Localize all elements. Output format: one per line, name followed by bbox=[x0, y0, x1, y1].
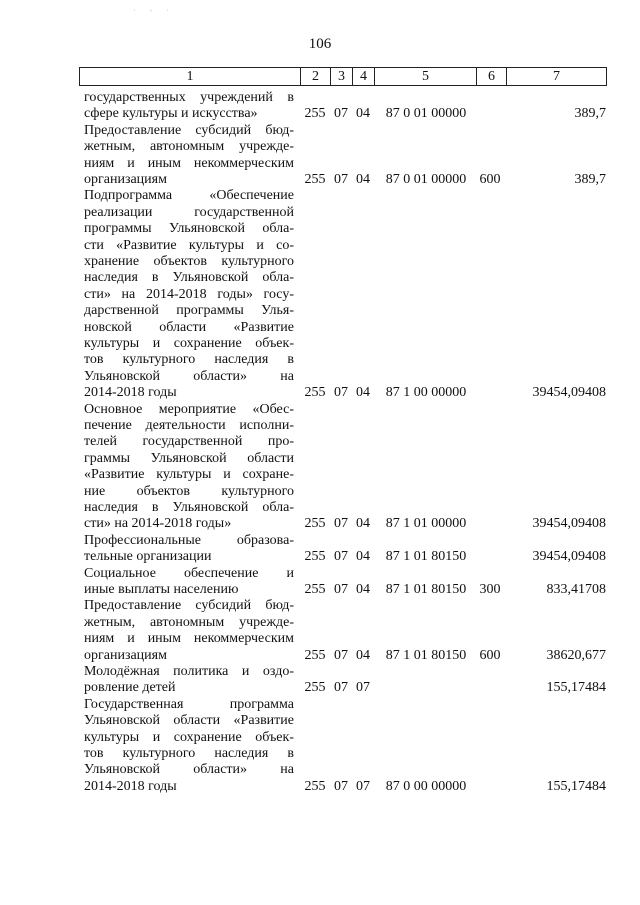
description-line: 2014-2018 годы bbox=[84, 385, 177, 401]
code-subsection-cell: 04 bbox=[356, 516, 370, 532]
code-subsection-cell: 04 bbox=[356, 647, 370, 663]
description-line: тов культурного наследия в bbox=[84, 352, 294, 368]
code-subsection-cell: 07 bbox=[356, 778, 370, 794]
code-target-article-cell: 87 1 00 00000 bbox=[385, 385, 467, 401]
row-description bbox=[84, 90, 294, 123]
description-line: культуры и сохранение объек- bbox=[84, 336, 294, 352]
description-line: наследия в Ульяновской обла- bbox=[84, 500, 294, 516]
description-line: сти «Развитие культуры и со- bbox=[84, 237, 294, 253]
table-row bbox=[0, 533, 640, 566]
code-section-cell: 07 bbox=[334, 549, 348, 565]
description-line: Предоставление субсидий бюд- bbox=[84, 598, 294, 614]
code-admin-cell: 255 bbox=[304, 647, 326, 663]
description-line: дарственной программы Улья- bbox=[84, 303, 294, 319]
description-line: сфере культуры и искусства» bbox=[84, 106, 258, 122]
code-section-cell: 07 bbox=[334, 778, 348, 794]
amount-cell: 39454,09408 bbox=[532, 385, 606, 401]
description-line: ниям и иным некоммерческим bbox=[84, 155, 294, 171]
amount-cell: 155,17484 bbox=[546, 778, 606, 794]
header-col-4: 4 bbox=[352, 68, 374, 85]
description-line: новской области «Развитие bbox=[84, 319, 294, 335]
table-row bbox=[0, 188, 640, 401]
description-line: телей государственной про- bbox=[84, 434, 294, 450]
row-description bbox=[84, 402, 294, 533]
description-line: организациям bbox=[84, 647, 167, 663]
description-line: государственных учреждений в bbox=[84, 90, 294, 105]
description-line: Государственная программа bbox=[84, 696, 294, 712]
amount-cell: 155,17484 bbox=[546, 680, 606, 696]
description-line: наследия в Ульяновской обла- bbox=[84, 270, 294, 286]
description-line: Ульяновской области «Развитие bbox=[84, 713, 294, 729]
description-line: тов культурного наследия в bbox=[84, 746, 294, 762]
header-col-1: 1 bbox=[186, 69, 194, 84]
code-section-cell: 07 bbox=[334, 647, 348, 663]
code-target-article-cell: 87 1 01 80150 bbox=[385, 647, 467, 663]
code-admin-cell: 255 bbox=[304, 778, 326, 794]
description-line: иные выплаты населению bbox=[84, 582, 239, 597]
description-line: сти» на 2014-2018 годы» bbox=[84, 516, 232, 532]
code-admin-cell: 255 bbox=[304, 549, 326, 565]
code-expense-type-cell: 300 bbox=[479, 581, 501, 597]
amount-cell: 39454,09408 bbox=[532, 549, 606, 565]
description-line: ровление детей bbox=[84, 680, 176, 696]
description-line: Подпрограмма «Обеспечение bbox=[84, 188, 294, 204]
header-col-6: 6 bbox=[476, 68, 506, 85]
description-line: культуры и сохранение объек- bbox=[84, 729, 294, 745]
code-target-article-cell: 87 0 00 00000 bbox=[385, 778, 467, 794]
code-section-cell: 07 bbox=[334, 516, 348, 532]
amount-cell: 833,41708 bbox=[546, 581, 606, 597]
code-expense-type-cell: 600 bbox=[479, 171, 501, 187]
row-description bbox=[84, 697, 294, 795]
description-line: ние объектов культурного bbox=[84, 483, 294, 499]
code-section-cell: 07 bbox=[334, 680, 348, 696]
header-col-3: 3 bbox=[330, 68, 352, 85]
description-line: Профессиональные образова- bbox=[84, 532, 294, 548]
code-target-article-cell: 87 0 01 00000 bbox=[385, 171, 467, 187]
code-admin-cell: 255 bbox=[304, 106, 326, 122]
amount-cell: 389,7 bbox=[574, 171, 606, 187]
header-col-7: 7 bbox=[506, 68, 606, 85]
code-admin-cell: 255 bbox=[304, 171, 326, 187]
description-line: Социальное обеспечение и bbox=[84, 565, 294, 581]
code-section-cell: 07 bbox=[334, 581, 348, 597]
code-subsection-cell: 04 bbox=[356, 581, 370, 597]
code-target-article-cell: 87 1 01 80150 bbox=[385, 581, 467, 597]
amount-cell: 389,7 bbox=[574, 106, 606, 122]
description-line: «Развитие культуры и сохране- bbox=[84, 467, 294, 483]
table-header bbox=[79, 67, 607, 86]
table-row bbox=[0, 566, 640, 599]
code-subsection-cell: 04 bbox=[356, 549, 370, 565]
description-line: организациям bbox=[84, 172, 167, 188]
description-line: Предоставление субсидий бюд- bbox=[84, 122, 294, 138]
row-description bbox=[84, 533, 294, 566]
table-row bbox=[0, 123, 640, 189]
description-line: Молодёжная политика и оздо- bbox=[84, 664, 294, 679]
amount-cell: 38620,677 bbox=[546, 647, 606, 663]
description-line: Ульяновской области» на bbox=[84, 762, 294, 778]
code-subsection-cell: 04 bbox=[356, 171, 370, 187]
amount-cell: 39454,09408 bbox=[532, 516, 606, 532]
code-section-cell: 07 bbox=[334, 171, 348, 187]
code-target-article-cell: 87 1 01 80150 bbox=[385, 549, 467, 565]
description-line: Ульяновской области» на bbox=[84, 368, 294, 384]
description-line: граммы Ульяновской области bbox=[84, 450, 294, 466]
description-line: программы Ульяновской обла- bbox=[84, 221, 294, 237]
row-description bbox=[84, 664, 294, 697]
row-description bbox=[84, 188, 294, 401]
code-admin-cell: 255 bbox=[304, 385, 326, 401]
code-subsection-cell: 04 bbox=[356, 385, 370, 401]
code-target-article-cell: 87 1 01 00000 bbox=[385, 516, 467, 532]
row-description bbox=[84, 566, 294, 599]
description-line: печение деятельности исполни- bbox=[84, 418, 294, 433]
code-section-cell: 07 bbox=[334, 106, 348, 122]
table-row bbox=[0, 664, 640, 697]
description-line: тельные организации bbox=[84, 549, 212, 565]
description-line: жетным, автономным учрежде- bbox=[84, 614, 294, 630]
header-col-5: 5 bbox=[374, 68, 476, 85]
code-subsection-cell: 04 bbox=[356, 106, 370, 122]
code-subsection-cell: 07 bbox=[356, 680, 370, 696]
description-line: реализации государственной bbox=[84, 204, 294, 220]
code-target-article-cell: 87 0 01 00000 bbox=[385, 106, 467, 122]
row-description bbox=[84, 123, 294, 189]
description-line: ниям и иным некоммерческим bbox=[84, 631, 294, 647]
code-admin-cell: 255 bbox=[304, 680, 326, 696]
code-admin-cell: 255 bbox=[304, 516, 326, 532]
table-row bbox=[0, 402, 640, 533]
table-row bbox=[0, 90, 640, 123]
table-row bbox=[0, 598, 640, 664]
code-admin-cell: 255 bbox=[304, 581, 326, 597]
scan-artifact: · - · bbox=[133, 6, 175, 15]
description-line: хранение объектов культурного bbox=[84, 254, 294, 270]
code-expense-type-cell: 600 bbox=[479, 647, 501, 663]
description-line: 2014-2018 годы bbox=[84, 778, 177, 794]
description-line: сти» на 2014-2018 годы» госу- bbox=[84, 286, 294, 302]
table-row bbox=[0, 697, 640, 795]
code-section-cell: 07 bbox=[334, 385, 348, 401]
description-line: жетным, автономным учрежде- bbox=[84, 139, 294, 155]
header-col-2: 2 bbox=[300, 68, 330, 85]
description-line: Основное мероприятие «Обес- bbox=[84, 401, 294, 417]
page-number: 106 bbox=[308, 36, 332, 52]
row-description bbox=[84, 598, 294, 664]
